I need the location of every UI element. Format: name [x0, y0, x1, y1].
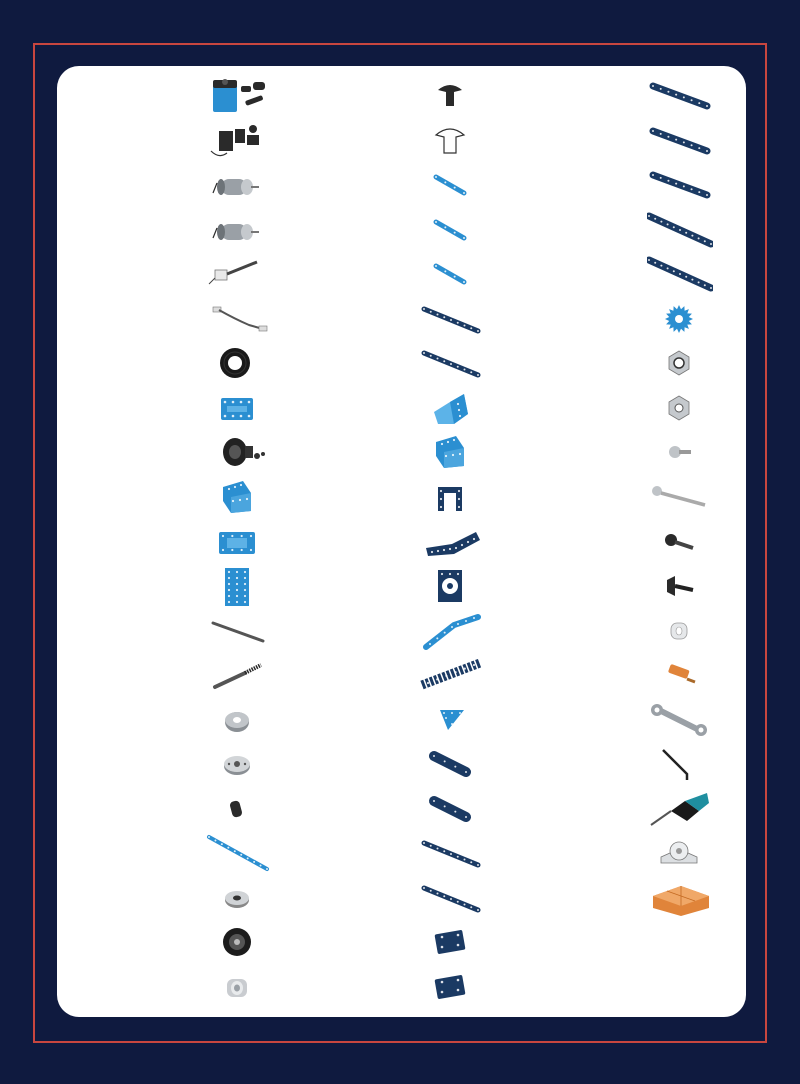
wrench-icon — [647, 700, 713, 740]
bracket-icon — [205, 477, 271, 517]
servo-icon — [205, 76, 271, 116]
part-item — [286, 208, 514, 252]
bracket-angled-icon — [418, 388, 484, 428]
timing-belt-icon — [205, 343, 271, 383]
part-item — [57, 876, 285, 920]
screwdriver-icon — [647, 789, 713, 829]
slide-beam-long-icon — [647, 210, 713, 250]
parts-list-card — [57, 66, 746, 1017]
headless-screw-icon — [205, 789, 271, 829]
part-item — [286, 653, 514, 697]
part-item — [515, 252, 743, 296]
belt-connector-icon — [205, 388, 271, 428]
timing-pulley-icon — [205, 432, 271, 472]
part-item — [57, 698, 285, 742]
part-item — [57, 119, 285, 163]
part-item — [57, 475, 285, 519]
part-item — [515, 297, 743, 341]
part-item — [57, 653, 285, 697]
bracket-u-icon — [418, 477, 484, 517]
flange-bearing-icon — [205, 878, 271, 918]
slide-beam-long-icon — [647, 254, 713, 294]
hex-nut-icon — [647, 388, 713, 428]
cuttable-linkage-icon — [205, 833, 271, 873]
plate-small-icon — [418, 744, 484, 784]
part-item — [57, 163, 285, 207]
bracket-icon — [418, 432, 484, 472]
part-item — [57, 965, 285, 1009]
part-item — [515, 653, 743, 697]
part-item — [57, 208, 285, 252]
part-item — [57, 252, 285, 296]
motor-cable-icon — [205, 254, 271, 294]
parts-column-1 — [57, 66, 285, 1017]
plate-icon — [205, 566, 271, 606]
part-item — [515, 430, 743, 474]
part-item — [286, 520, 514, 564]
plate-angled-icon — [418, 522, 484, 562]
part-item — [57, 297, 285, 341]
lock-nut-icon — [647, 343, 713, 383]
part-item — [57, 386, 285, 430]
rivet-icon — [418, 76, 484, 116]
part-item — [515, 341, 743, 385]
part-item — [515, 876, 743, 920]
part-item — [286, 609, 514, 653]
part-item — [515, 163, 743, 207]
ring-icon — [647, 611, 713, 651]
part-item — [57, 564, 285, 608]
part-item — [286, 119, 514, 163]
part-item — [57, 430, 285, 474]
part-item — [286, 742, 514, 786]
slide-beam-icon — [647, 76, 713, 116]
rivet-white-icon — [418, 121, 484, 161]
part-item — [286, 920, 514, 964]
parts-column-3 — [515, 66, 743, 1017]
allen-wrench-icon — [647, 744, 713, 784]
part-item — [286, 831, 514, 875]
part-item — [286, 163, 514, 207]
part-item — [286, 386, 514, 430]
slide-beam-icon — [647, 165, 713, 205]
slide-beam-icon — [647, 121, 713, 161]
part-item — [515, 698, 743, 742]
universal-wheel-icon — [647, 833, 713, 873]
part-item — [286, 876, 514, 920]
part-item — [515, 609, 743, 653]
shaft-connector-icon — [205, 744, 271, 784]
part-item — [515, 208, 743, 252]
mbuild-cable-icon — [205, 299, 271, 339]
screw-mid-icon — [647, 522, 713, 562]
part-item — [286, 475, 514, 519]
triangle-plate-icon — [418, 700, 484, 740]
parts-column-2 — [286, 66, 514, 1017]
part-item — [515, 564, 743, 608]
part-item — [515, 119, 743, 163]
part-item — [286, 965, 514, 1009]
part-item — [57, 831, 285, 875]
beam-navy-icon — [418, 833, 484, 873]
aluminum-sleeve-icon — [205, 967, 271, 1007]
servo-small-icon — [205, 121, 271, 161]
beam-navy-icon — [418, 878, 484, 918]
part-item — [515, 475, 743, 519]
part-item — [57, 787, 285, 831]
beam-icon — [418, 210, 484, 250]
dc-motor-icon — [205, 165, 271, 205]
beam-icon — [418, 254, 484, 294]
screw-box-icon — [647, 878, 713, 918]
d-shaft-icon — [205, 611, 271, 651]
part-item — [515, 520, 743, 564]
threaded-shaft-icon — [205, 655, 271, 695]
countersunk-screw-icon — [647, 566, 713, 606]
part-item — [515, 787, 743, 831]
part-item — [286, 564, 514, 608]
slide-beam-short-icon — [418, 922, 484, 962]
part-item — [286, 297, 514, 341]
screw-short-icon — [647, 432, 713, 472]
part-item — [57, 341, 285, 385]
part-item — [57, 742, 285, 786]
sliding-block-icon — [205, 522, 271, 562]
part-item — [57, 609, 285, 653]
part-item — [57, 74, 285, 118]
motor-bracket-icon — [418, 566, 484, 606]
part-item — [57, 920, 285, 964]
part-item — [515, 74, 743, 118]
plate-45-icon — [418, 611, 484, 651]
part-item — [286, 430, 514, 474]
gear-icon — [647, 299, 713, 339]
beam-navy-icon — [418, 343, 484, 383]
part-item — [286, 698, 514, 742]
slide-beam-short-icon — [418, 967, 484, 1007]
shaft-collar-icon — [205, 700, 271, 740]
part-item — [515, 831, 743, 875]
part-item — [515, 386, 743, 430]
part-item — [286, 252, 514, 296]
roller-icon — [205, 922, 271, 962]
plate-small-icon — [418, 789, 484, 829]
part-item — [57, 520, 285, 564]
dc-motor-icon — [205, 210, 271, 250]
screw-long-icon — [647, 477, 713, 517]
part-item — [286, 787, 514, 831]
beam-navy-icon — [418, 299, 484, 339]
part-item — [286, 341, 514, 385]
beam-icon — [418, 165, 484, 205]
stud-icon — [647, 655, 713, 695]
gear-rack-icon — [418, 655, 484, 695]
part-item — [515, 742, 743, 786]
part-item — [286, 74, 514, 118]
